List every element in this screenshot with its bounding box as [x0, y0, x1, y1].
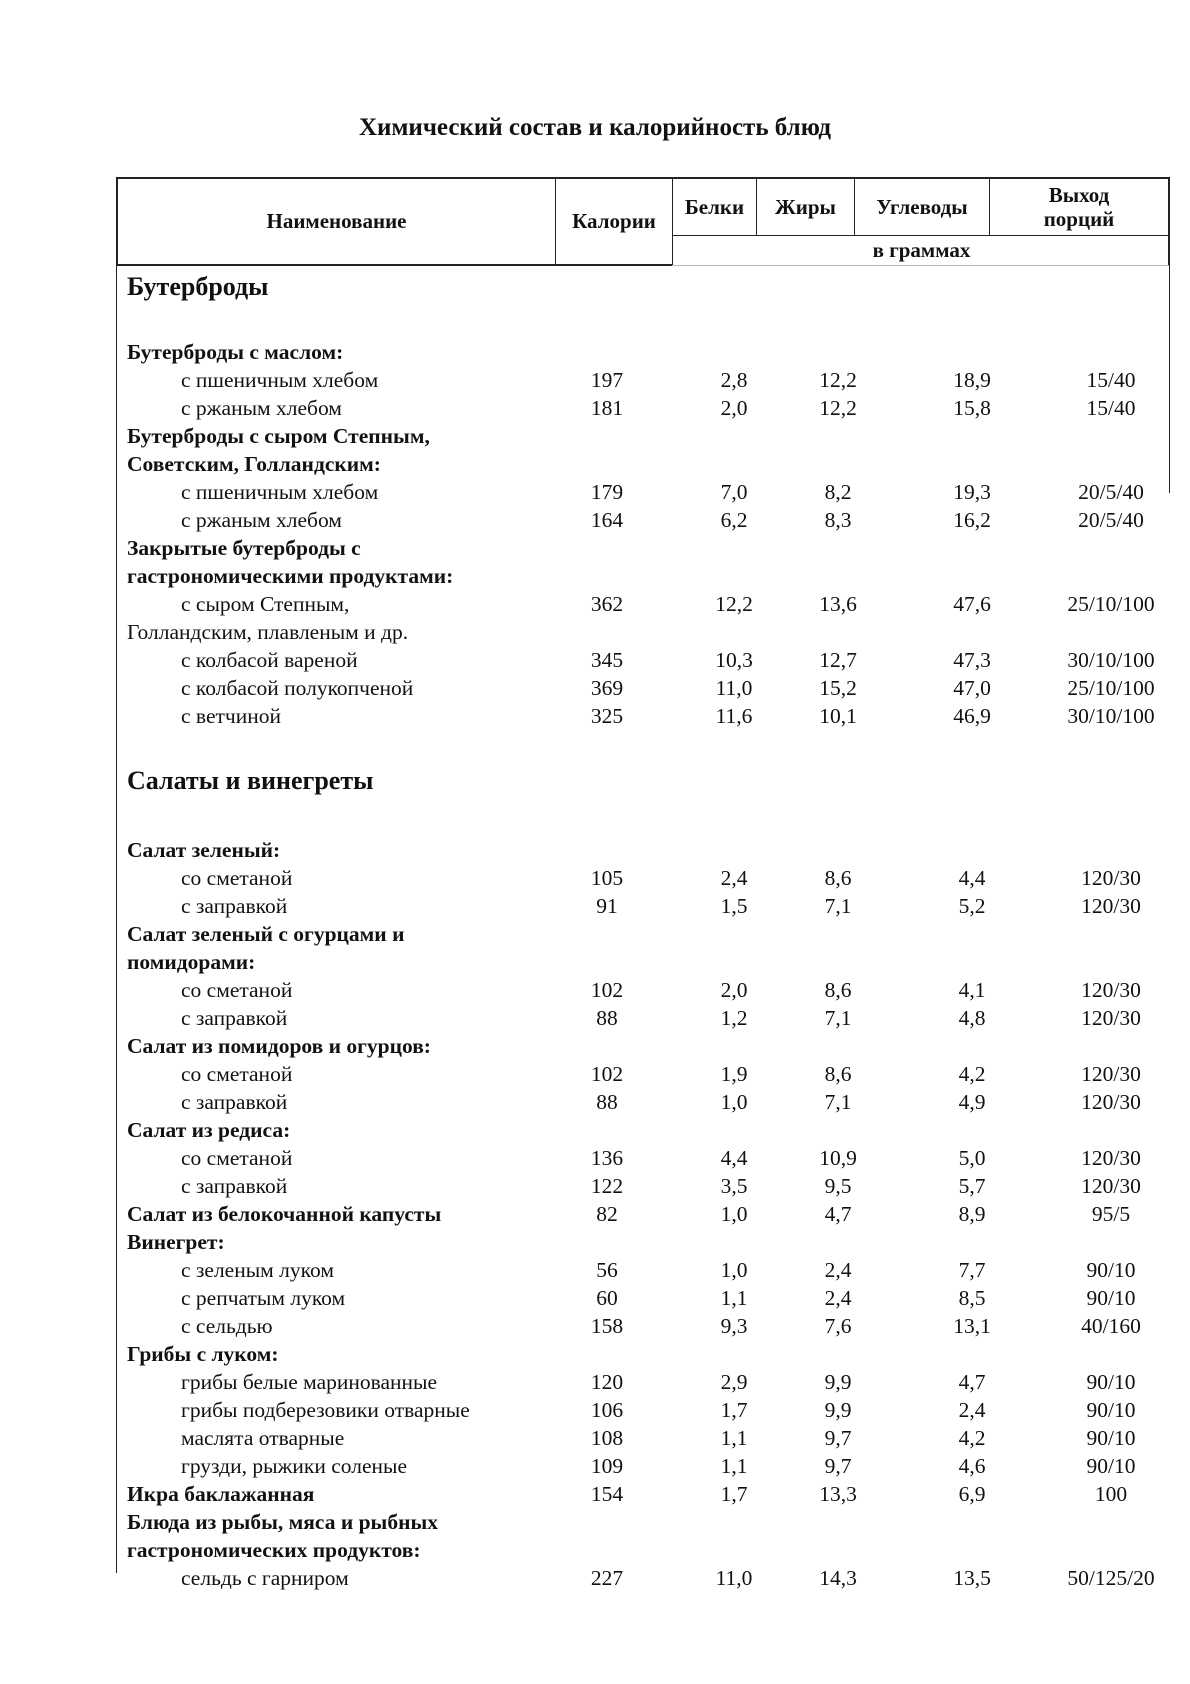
fats-cell: 15,2 [819, 676, 857, 700]
dish-name: Салат из белокочанной капусты [127, 1202, 442, 1226]
fats-cell: 7,1 [824, 1090, 852, 1114]
fats-cell: 4,7 [824, 1202, 852, 1226]
dish-name: со сметаной [181, 978, 293, 1002]
calories-cell: 227 [590, 1566, 624, 1590]
calories-cell: 154 [590, 1482, 624, 1506]
fats-cell: 13,6 [819, 592, 857, 616]
dish-name: Винегрет: [127, 1230, 225, 1254]
dish-name: с ржаным хлебом [181, 396, 342, 420]
portion-cell: 25/10/100 [1067, 592, 1155, 616]
carbs-cell: 15,8 [953, 396, 991, 420]
portion-cell: 40/160 [1081, 1314, 1141, 1338]
dish-name: Салат из помидоров и огурцов: [127, 1034, 431, 1058]
calories-cell: 158 [590, 1314, 624, 1338]
table-row [116, 366, 1170, 394]
proteins-cell: 1,0 [720, 1258, 748, 1282]
dish-name: с заправкой [181, 1090, 288, 1114]
table-row [116, 478, 1170, 506]
table-row [116, 1088, 1170, 1116]
portion-cell: 20/5/40 [1078, 508, 1144, 532]
table-row [116, 1452, 1170, 1480]
dish-name: грузди, рыжики соленые [181, 1454, 407, 1478]
dish-name: грибы белые маринованные [181, 1370, 438, 1394]
fats-cell: 8,6 [824, 978, 852, 1002]
dish-name: Закрытые бутерброды с [127, 536, 361, 560]
calories-cell: 88 [596, 1090, 618, 1114]
section-title: Салаты и винегреты [127, 766, 374, 795]
proteins-cell: 11,6 [715, 704, 753, 728]
portion-cell: 30/10/100 [1067, 648, 1155, 672]
group-row [116, 1536, 1170, 1564]
carbs-cell: 5,0 [958, 1146, 986, 1170]
proteins-cell: 10,3 [715, 648, 753, 672]
proteins-cell: 9,3 [720, 1314, 748, 1338]
header-portion-line2: порций [1043, 207, 1115, 231]
dish-name: Голландским, плавленым и др. [127, 620, 409, 644]
header-carbs: Углеводы [876, 194, 968, 219]
section-heading-row [116, 265, 1170, 309]
table-row [116, 1284, 1170, 1312]
dish-name: гастрономических продуктов: [127, 1538, 421, 1562]
header-portion [990, 179, 1168, 235]
fats-cell: 9,9 [824, 1398, 852, 1422]
carbs-cell: 4,4 [958, 866, 986, 890]
carbs-cell: 13,5 [953, 1566, 991, 1590]
fats-cell: 8,6 [824, 866, 852, 890]
header-calories: Калории [572, 209, 656, 234]
group-row [116, 450, 1170, 478]
fats-cell: 8,3 [824, 508, 852, 532]
fats-cell: 9,7 [824, 1454, 852, 1478]
proteins-cell: 2,9 [720, 1370, 748, 1394]
portion-cell: 20/5/40 [1078, 480, 1144, 504]
calories-cell: 108 [590, 1426, 624, 1450]
proteins-cell: 1,1 [720, 1286, 748, 1310]
calories-cell: 179 [590, 480, 624, 504]
portion-cell: 120/30 [1081, 1146, 1141, 1170]
dish-name: с ржаным хлебом [181, 508, 342, 532]
carbs-cell: 8,5 [958, 1286, 986, 1310]
portion-cell: 95/5 [1091, 1202, 1131, 1226]
portion-cell: 120/30 [1081, 866, 1141, 890]
carbs-cell: 5,2 [958, 894, 986, 918]
carbs-cell: 4,7 [958, 1370, 986, 1394]
table-row [116, 1256, 1170, 1284]
table-header [116, 177, 1170, 266]
group-row [116, 338, 1170, 366]
dish-name: с ветчиной [181, 704, 281, 728]
carbs-cell: 18,9 [953, 368, 991, 392]
fats-cell: 12,7 [819, 648, 857, 672]
fats-cell: 13,3 [819, 1482, 857, 1506]
group-row [116, 562, 1170, 590]
proteins-cell: 2,4 [720, 866, 748, 890]
carbs-cell: 6,9 [958, 1482, 986, 1506]
carbs-cell: 13,1 [953, 1314, 991, 1338]
table-row [116, 1564, 1170, 1592]
proteins-cell: 1,0 [720, 1202, 748, 1226]
dish-name: сельдь с гарниром [181, 1566, 349, 1590]
fats-cell: 14,3 [819, 1566, 857, 1590]
carbs-cell: 5,7 [958, 1174, 986, 1198]
carbs-cell: 16,2 [953, 508, 991, 532]
header-unit: в граммах [872, 238, 971, 263]
carbs-cell: 7,7 [958, 1258, 986, 1282]
group-row [116, 1200, 1170, 1228]
calories-cell: 136 [590, 1146, 624, 1170]
header-portion-line1: Выход [1048, 182, 1110, 207]
carbs-cell: 46,9 [953, 704, 991, 728]
carbs-cell: 4,9 [958, 1090, 986, 1114]
fats-cell: 10,1 [819, 704, 857, 728]
fats-cell: 2,4 [824, 1286, 852, 1310]
fats-cell: 9,5 [824, 1174, 852, 1198]
table-row [116, 1004, 1170, 1032]
calories-cell: 82 [596, 1202, 618, 1226]
proteins-cell: 3,5 [720, 1174, 748, 1198]
dish-name: с сельдью [181, 1314, 273, 1338]
dish-name: Советским, Голландским: [127, 452, 381, 476]
proteins-cell: 1,1 [720, 1426, 748, 1450]
table-row [116, 1368, 1170, 1396]
carbs-cell: 47,6 [953, 592, 991, 616]
portion-cell: 50/125/20 [1067, 1566, 1155, 1590]
calories-cell: 60 [596, 1286, 618, 1310]
group-row [116, 836, 1170, 864]
section-heading-row [116, 761, 1170, 800]
calories-cell: 345 [590, 648, 624, 672]
group-row [116, 1340, 1170, 1368]
dish-name: с репчатым луком [181, 1286, 346, 1310]
group-row [116, 1032, 1170, 1060]
dish-name: маслята отварные [181, 1426, 345, 1450]
proteins-cell: 1,2 [720, 1006, 748, 1030]
dish-name: с заправкой [181, 1006, 288, 1030]
group-row [116, 1508, 1170, 1536]
table-row [116, 506, 1170, 534]
calories-cell: 109 [590, 1454, 624, 1478]
dish-name: Салат зеленый с огурцами и [127, 922, 405, 946]
calories-cell: 91 [596, 894, 618, 918]
dish-name: со сметаной [181, 1146, 293, 1170]
carbs-cell: 8,9 [958, 1202, 986, 1226]
portion-cell: 15/40 [1086, 396, 1136, 420]
dish-name: грибы подберезовики отварные [181, 1398, 470, 1422]
table-row [116, 1312, 1170, 1340]
proteins-cell: 7,0 [720, 480, 748, 504]
dish-name: Салат зеленый: [127, 838, 281, 862]
dish-name: Бутерброды с сыром Степным, [127, 424, 430, 448]
table-row [116, 1424, 1170, 1452]
proteins-cell: 11,0 [715, 676, 753, 700]
spacer [116, 800, 1170, 836]
table-row [116, 1060, 1170, 1088]
portion-cell: 100 [1094, 1482, 1128, 1506]
calories-cell: 122 [590, 1174, 624, 1198]
table-row [116, 892, 1170, 920]
carbs-cell: 47,0 [953, 676, 991, 700]
proteins-cell: 1,5 [720, 894, 748, 918]
dish-name: с зеленым луком [181, 1258, 334, 1282]
fats-cell: 7,6 [824, 1314, 852, 1338]
calories-cell: 164 [590, 508, 624, 532]
proteins-cell: 1,7 [720, 1482, 748, 1506]
calories-cell: 88 [596, 1006, 618, 1030]
carbs-cell: 4,8 [958, 1006, 986, 1030]
proteins-cell: 2,0 [720, 396, 748, 420]
table-body [116, 265, 1170, 1592]
carbs-cell: 4,2 [958, 1062, 986, 1086]
portion-cell: 25/10/100 [1067, 676, 1155, 700]
proteins-cell: 2,0 [720, 978, 748, 1002]
table-row [116, 702, 1170, 730]
group-row [116, 948, 1170, 976]
proteins-cell: 1,1 [720, 1454, 748, 1478]
table-row [116, 674, 1170, 702]
table-row [116, 590, 1170, 618]
portion-cell: 90/10 [1086, 1398, 1136, 1422]
dish-name: с сыром Степным, [181, 592, 350, 616]
table-row [116, 394, 1170, 422]
calories-cell: 120 [590, 1370, 624, 1394]
portion-cell: 90/10 [1086, 1370, 1136, 1394]
table-row [116, 864, 1170, 892]
proteins-cell: 2,8 [720, 368, 748, 392]
dish-name: Салат из редиса: [127, 1118, 291, 1142]
dish-name: Блюда из рыбы, мяса и рыбных [127, 1510, 439, 1534]
calories-cell: 106 [590, 1398, 624, 1422]
calories-cell: 197 [590, 368, 624, 392]
group-row [116, 920, 1170, 948]
fats-cell: 8,6 [824, 1062, 852, 1086]
spacer [116, 309, 1170, 338]
dish-name: с заправкой [181, 1174, 288, 1198]
header-name: Наименование [266, 209, 407, 234]
carbs-cell: 4,6 [958, 1454, 986, 1478]
table-row [116, 1172, 1170, 1200]
proteins-cell: 1,9 [720, 1062, 748, 1086]
header-proteins: Белки [684, 194, 745, 219]
proteins-cell: 6,2 [720, 508, 748, 532]
carbs-cell: 4,1 [958, 978, 986, 1002]
dish-name: Грибы с луком: [127, 1342, 279, 1366]
calories-cell: 105 [590, 866, 624, 890]
portion-cell: 15/40 [1086, 368, 1136, 392]
calories-cell: 362 [590, 592, 624, 616]
proteins-cell: 1,0 [720, 1090, 748, 1114]
group-row [116, 1228, 1170, 1256]
table-row [116, 646, 1170, 674]
portion-cell: 120/30 [1081, 1006, 1141, 1030]
table-row [116, 618, 1170, 646]
dish-name: с колбасой вареной [181, 648, 358, 672]
spacer [116, 730, 1170, 761]
fats-cell: 12,2 [819, 396, 857, 420]
portion-cell: 120/30 [1081, 1062, 1141, 1086]
dish-name: с заправкой [181, 894, 288, 918]
fats-cell: 7,1 [824, 894, 852, 918]
portion-cell: 120/30 [1081, 1174, 1141, 1198]
fats-cell: 9,9 [824, 1370, 852, 1394]
portion-cell: 90/10 [1086, 1454, 1136, 1478]
group-row [116, 534, 1170, 562]
proteins-cell: 4,4 [720, 1146, 748, 1170]
group-row [116, 1116, 1170, 1144]
fats-cell: 12,2 [819, 368, 857, 392]
carbs-cell: 4,2 [958, 1426, 986, 1450]
table-row [116, 1396, 1170, 1424]
portion-cell: 90/10 [1086, 1426, 1136, 1450]
proteins-cell: 11,0 [715, 1566, 753, 1590]
dish-name: Бутерброды с маслом: [127, 340, 344, 364]
page-title: Химический состав и калорийность блюд [358, 114, 832, 141]
header-fats: Жиры [775, 194, 836, 219]
calories-cell: 102 [590, 1062, 624, 1086]
table-row [116, 1144, 1170, 1172]
group-row [116, 1480, 1170, 1508]
dish-name: помидорами: [127, 950, 256, 974]
calories-cell: 325 [590, 704, 624, 728]
carbs-cell: 19,3 [953, 480, 991, 504]
carbs-cell: 47,3 [953, 648, 991, 672]
proteins-cell: 12,2 [715, 592, 753, 616]
calories-cell: 181 [590, 396, 624, 420]
portion-cell: 120/30 [1081, 1090, 1141, 1114]
dish-name: гастрономическими продуктами: [127, 564, 454, 588]
portion-cell: 30/10/100 [1067, 704, 1155, 728]
portion-cell: 90/10 [1086, 1258, 1136, 1282]
calories-cell: 56 [596, 1258, 618, 1282]
dish-name: со сметаной [181, 866, 293, 890]
proteins-cell: 1,7 [720, 1398, 748, 1422]
calories-cell: 102 [590, 978, 624, 1002]
fats-cell: 8,2 [824, 480, 852, 504]
carbs-cell: 2,4 [958, 1398, 986, 1422]
dish-name: Икра баклажанная [127, 1482, 315, 1506]
dish-name: с пшеничным хлебом [181, 480, 379, 504]
fats-cell: 10,9 [819, 1146, 857, 1170]
dish-name: с колбасой полукопченой [181, 676, 414, 700]
portion-cell: 90/10 [1086, 1286, 1136, 1310]
portion-cell: 120/30 [1081, 894, 1141, 918]
fats-cell: 9,7 [824, 1426, 852, 1450]
section-title: Бутерброды [127, 272, 269, 301]
portion-cell: 120/30 [1081, 978, 1141, 1002]
table-row [116, 976, 1170, 1004]
dish-name: со сметаной [181, 1062, 293, 1086]
fats-cell: 7,1 [824, 1006, 852, 1030]
calories-cell: 369 [590, 676, 624, 700]
fats-cell: 2,4 [824, 1258, 852, 1282]
group-row [116, 422, 1170, 450]
dish-name: с пшеничным хлебом [181, 368, 379, 392]
